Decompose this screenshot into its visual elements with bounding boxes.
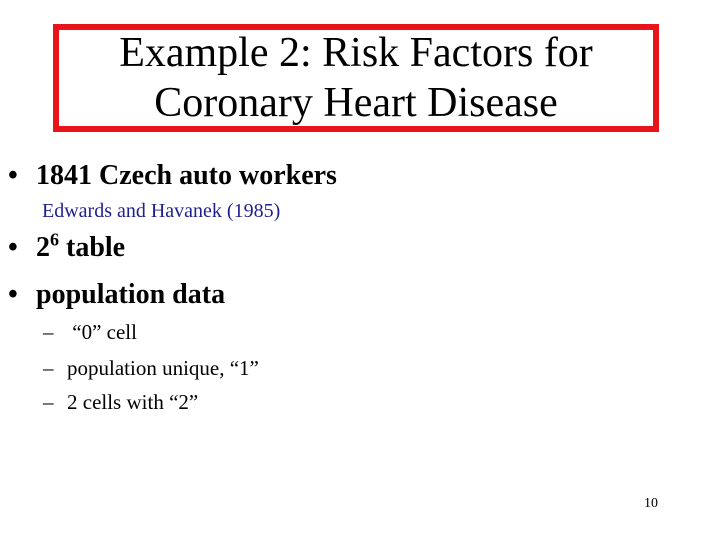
sub-item-text: “0” cell (67, 320, 137, 344)
bullet-text: 1841 Czech auto workers (36, 160, 337, 191)
slide-title-line-1: Example 2: Risk Factors for (119, 30, 593, 76)
bullet-text-base: 2 (36, 232, 50, 263)
bullet-superscript: 6 (50, 229, 59, 250)
page-number: 10 (644, 496, 658, 511)
slide-title-line-2: Coronary Heart Disease (154, 80, 558, 126)
bullet-marker: • (8, 160, 18, 191)
slide-title-box (53, 24, 659, 132)
dash-marker: – (43, 356, 54, 380)
sub-item-text: population unique, “1” (67, 356, 259, 380)
citation-note: Edwards and Havanek (1985) (42, 200, 281, 222)
bullet-item-population-data (8, 279, 225, 311)
sub-item-text: 2 cells with “2” (67, 390, 199, 414)
bullet-marker: • (8, 279, 18, 310)
sub-item-two-cells (43, 390, 198, 415)
dash-marker: – (43, 390, 54, 414)
sub-item-population-unique (43, 356, 259, 381)
bullet-text: population data (36, 279, 226, 310)
dash-marker: – (43, 320, 54, 344)
bullet-item-auto-workers (8, 160, 337, 192)
bullet-marker: • (8, 232, 18, 263)
sub-item-zero-cell (43, 320, 137, 345)
bullet-text-rest: table (59, 232, 126, 263)
bullet-item-table (8, 229, 126, 264)
